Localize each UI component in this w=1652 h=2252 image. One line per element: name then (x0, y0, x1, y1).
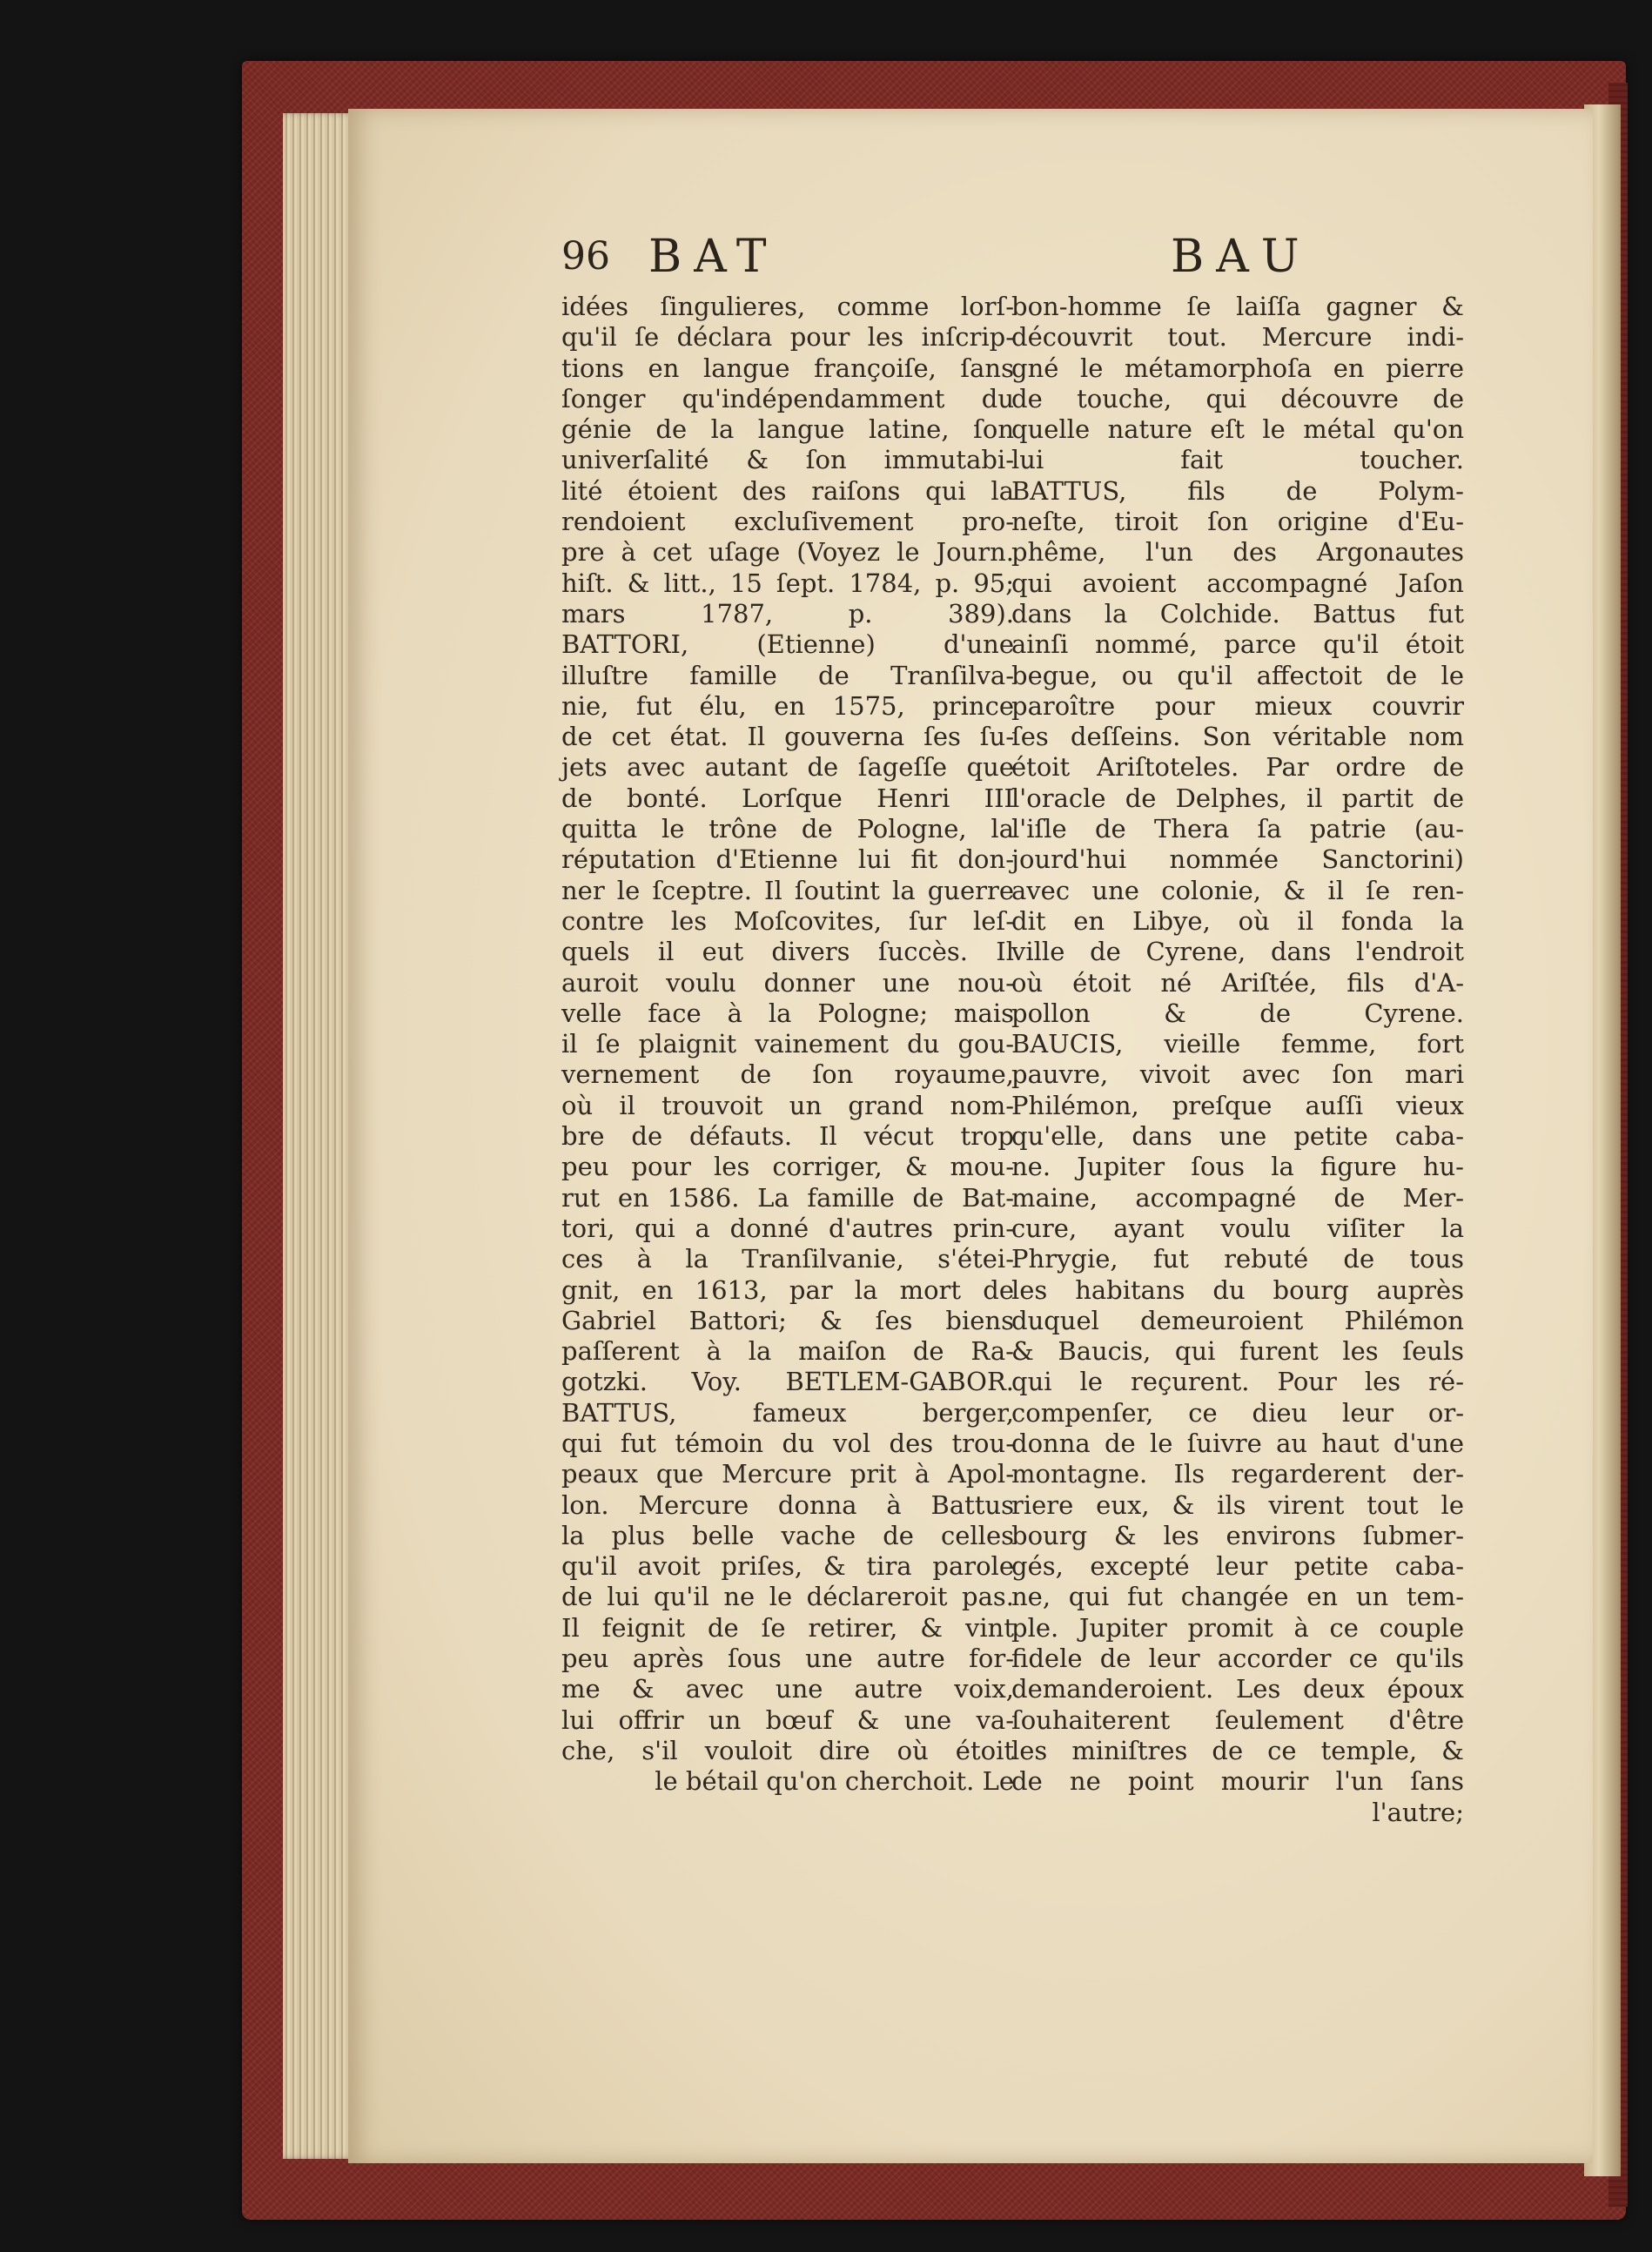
text-line: cure, ayant voulu viſiter la (1011, 1213, 1464, 1243)
text-line: maine, accompagné de Mer- (1011, 1182, 1464, 1213)
text-line: l'autre; (1372, 1797, 1464, 1827)
text-line: peu après ſous une autre for- (561, 1644, 1014, 1674)
text-line: où étoit né Ariſtée, fils d'A- (1011, 967, 1464, 998)
text-line: me & avec une autre voix, (561, 1674, 1014, 1704)
text-line: gné le métamorphoſa en pierre (1011, 353, 1464, 383)
text-line: gotzki. Voy. BETLEM-GABOR. (561, 1367, 1014, 1397)
text-line: de lui qu'il ne le déclareroit pas. (561, 1582, 1014, 1612)
text-line: pollon & de Cyrene. (1011, 998, 1464, 1028)
text-line: bre de défauts. Il vécut trop (561, 1121, 1014, 1152)
text-line: demanderoient. Les deux époux (1011, 1674, 1464, 1704)
text-line: ne, qui fut changée en un tem- (1011, 1582, 1464, 1612)
text-line: rut en 1586. La famille de Bat- (561, 1182, 1014, 1213)
text-line: qu'il ſe déclara pour les inſcrip- (561, 322, 1014, 353)
text-line: où il trouvoit un grand nom- (561, 1090, 1014, 1120)
text-line: dans la Colchide. Battus fut (1011, 598, 1464, 629)
text-line: fidele de leur accorder ce qu'ils (1011, 1644, 1464, 1674)
text-line: de ne point mourir l'un ſans (1011, 1766, 1464, 1797)
text-line: illuſtre famille de Tranſilva- (561, 660, 1014, 690)
text-line: compenſer, ce dieu leur or- (1011, 1397, 1464, 1428)
right-headword: BAU (1171, 231, 1312, 283)
text-line: gnit, en 1613, par la mort de (561, 1274, 1014, 1305)
text-line: mars 1787, p. 389). (561, 598, 1014, 629)
text-line: de touche, qui découvre de (1011, 383, 1464, 413)
text-line: qu'il avoit priſes, & tira parole (561, 1551, 1014, 1582)
text-line: quels il eut divers ſuccès. Il (561, 937, 1014, 967)
text-line: la plus belle vache de celles (561, 1520, 1014, 1550)
text-line: idées ſingulieres, comme lorſ- (561, 292, 1014, 321)
text-line: de cet état. Il gouverna ſes ſu- (561, 722, 1014, 752)
text-line: ſes deſſeins. Son véritable nom (1011, 722, 1464, 752)
left-headword: BAT (648, 231, 779, 283)
text-line: l'oracle de Delphes, il partit de (1011, 783, 1464, 813)
text-line: velle face à la Pologne; mais (561, 998, 1014, 1028)
text-line: réputation d'Etienne lui fit don- (561, 844, 1014, 875)
right-text-column (1011, 292, 1464, 1828)
text-line: ſonger qu'indépendamment du (561, 383, 1014, 413)
text-line: ple. Jupiter promit à ce couple (1011, 1612, 1464, 1643)
text-line: de bonté. Lorſque Henri III (561, 783, 1014, 813)
text-line: qui fut témoin du vol des trou- (561, 1428, 1014, 1458)
text-line: quelle nature eſt le métal qu'on (1011, 414, 1464, 445)
text-line: découvrit tout. Mercure indi- (1011, 322, 1464, 353)
text-line: peu pour les corriger, & mou- (561, 1152, 1014, 1182)
text-line: gés, excepté leur petite caba- (1011, 1551, 1464, 1582)
text-line: Phrygie, fut rebuté de tous (1011, 1244, 1464, 1274)
text-line: ces à la Tranſilvanie, s'étei- (561, 1244, 1014, 1274)
text-line: donna de le ſuivre au haut d'une (1011, 1428, 1464, 1458)
text-line: tori, qui a donné d'autres prin- (561, 1213, 1014, 1243)
text-line: les miniſtres de ce temple, & (1011, 1735, 1464, 1765)
text-line: l'iſle de Thera ſa patrie (au- (1011, 814, 1464, 844)
text-line: étoit Ariſtoteles. Par ordre de (1011, 752, 1464, 783)
text-line: Philémon, preſque auſſi vieux (1011, 1090, 1464, 1120)
text-line: paroître pour mieux couvrir (1011, 690, 1464, 721)
text-line: ainſi nommé, parce qu'il étoit (1011, 629, 1464, 660)
text-line: duquel demeuroient Philémon (1011, 1305, 1464, 1335)
text-line: dit en Libye, où il fonda la (1011, 905, 1464, 936)
text-line: génie de la langue latine, ſon (561, 414, 1014, 445)
text-line: montagne. Ils regarderent der- (1011, 1459, 1464, 1489)
text-line: lui offrir un bœuf & une va- (561, 1704, 1014, 1735)
text-line: jourd'hui nommée Sanctorini) (1011, 844, 1464, 875)
text-line: hiſt. & litt., 15 ſept. 1784, p. 95; (561, 568, 1014, 598)
text-line: che, s'il vouloit dire où étoit (561, 1735, 1014, 1765)
text-line: phême, l'un des Argonautes (1011, 537, 1464, 568)
text-line: paſſerent à la maiſon de Ra- (561, 1336, 1014, 1367)
text-line: neſte, tiroit ſon origine d'Eu- (1011, 507, 1464, 537)
text-line: qui avoient accompagné Jaſon (1011, 568, 1464, 598)
text-line: quitta le trône de Pologne, la (561, 814, 1014, 844)
text-line: bon-homme ſe laiſſa gagner & (1011, 292, 1464, 321)
text-line: begue, ou qu'il affectoit de le (1011, 660, 1464, 690)
text-line: riere eux, & ils virent tout le (1011, 1489, 1464, 1520)
text-line: bourg & les environs ſubmer- (1011, 1520, 1464, 1550)
text-line: nie, fut élu, en 1575, prince (561, 690, 1014, 721)
text-line: qu'elle, dans une petite caba- (1011, 1121, 1464, 1152)
text-line: pre à cet uſage (Voyez le Journ. (561, 537, 1014, 568)
text-line: tions en langue françoiſe, ſans (561, 353, 1014, 383)
running-header (561, 231, 1471, 292)
left-text-column (561, 292, 1014, 1798)
text-line: BATTUS, fameux berger, (561, 1397, 1014, 1428)
text-line: Gabriel Battori; & ſes biens (561, 1305, 1014, 1335)
text-line: peaux que Mercure prit à Apol- (561, 1459, 1014, 1489)
text-line: jets avec autant de ſageſſe que (561, 752, 1014, 783)
text-line: & Baucis, qui furent les ſeuls (1011, 1336, 1464, 1367)
text-line: ville de Cyrene, dans l'endroit (1011, 937, 1464, 967)
text-line: auroit voulu donner une nou- (561, 967, 1014, 998)
text-line: le bétail qu'on cherchoit. Le (655, 1766, 1014, 1797)
text-line: ſouhaiterent ſeulement d'être (1011, 1704, 1464, 1735)
text-line: lon. Mercure donna à Battus (561, 1489, 1014, 1520)
text-line: rendoient excluſivement pro- (561, 507, 1014, 537)
text-line: pauvre, vivoit avec ſon mari (1011, 1059, 1464, 1090)
page-number: 96 (561, 234, 610, 279)
text-line: avec une colonie, & il ſe ren- (1011, 875, 1464, 905)
text-line: BAUCIS, vieille femme, fort (1011, 1029, 1464, 1059)
text-line: BATTUS, fils de Polym- (1011, 475, 1464, 506)
text-line: les habitans du bourg auprès (1011, 1274, 1464, 1305)
text-line: lité étoient des raiſons qui la (561, 475, 1014, 506)
text-line: qui le reçurent. Pour les ré- (1011, 1367, 1464, 1397)
text-line: ner le ſceptre. Il ſoutint la guerre (561, 875, 1014, 905)
text-line: BATTORI, (Etienne) d'une (561, 629, 1014, 660)
text-line: univerſalité & ſon immutabi- (561, 445, 1014, 475)
text-line: lui fait toucher. (1011, 445, 1464, 475)
text-line: ne. Jupiter ſous la figure hu- (1011, 1152, 1464, 1182)
text-line: il ſe plaignit vainement du gou- (561, 1029, 1014, 1059)
text-line: contre les Moſcovites, ſur leſ- (561, 905, 1014, 936)
text-line: Il feignit de ſe retirer, & vint (561, 1612, 1014, 1643)
text-line: vernement de ſon royaume, (561, 1059, 1014, 1090)
